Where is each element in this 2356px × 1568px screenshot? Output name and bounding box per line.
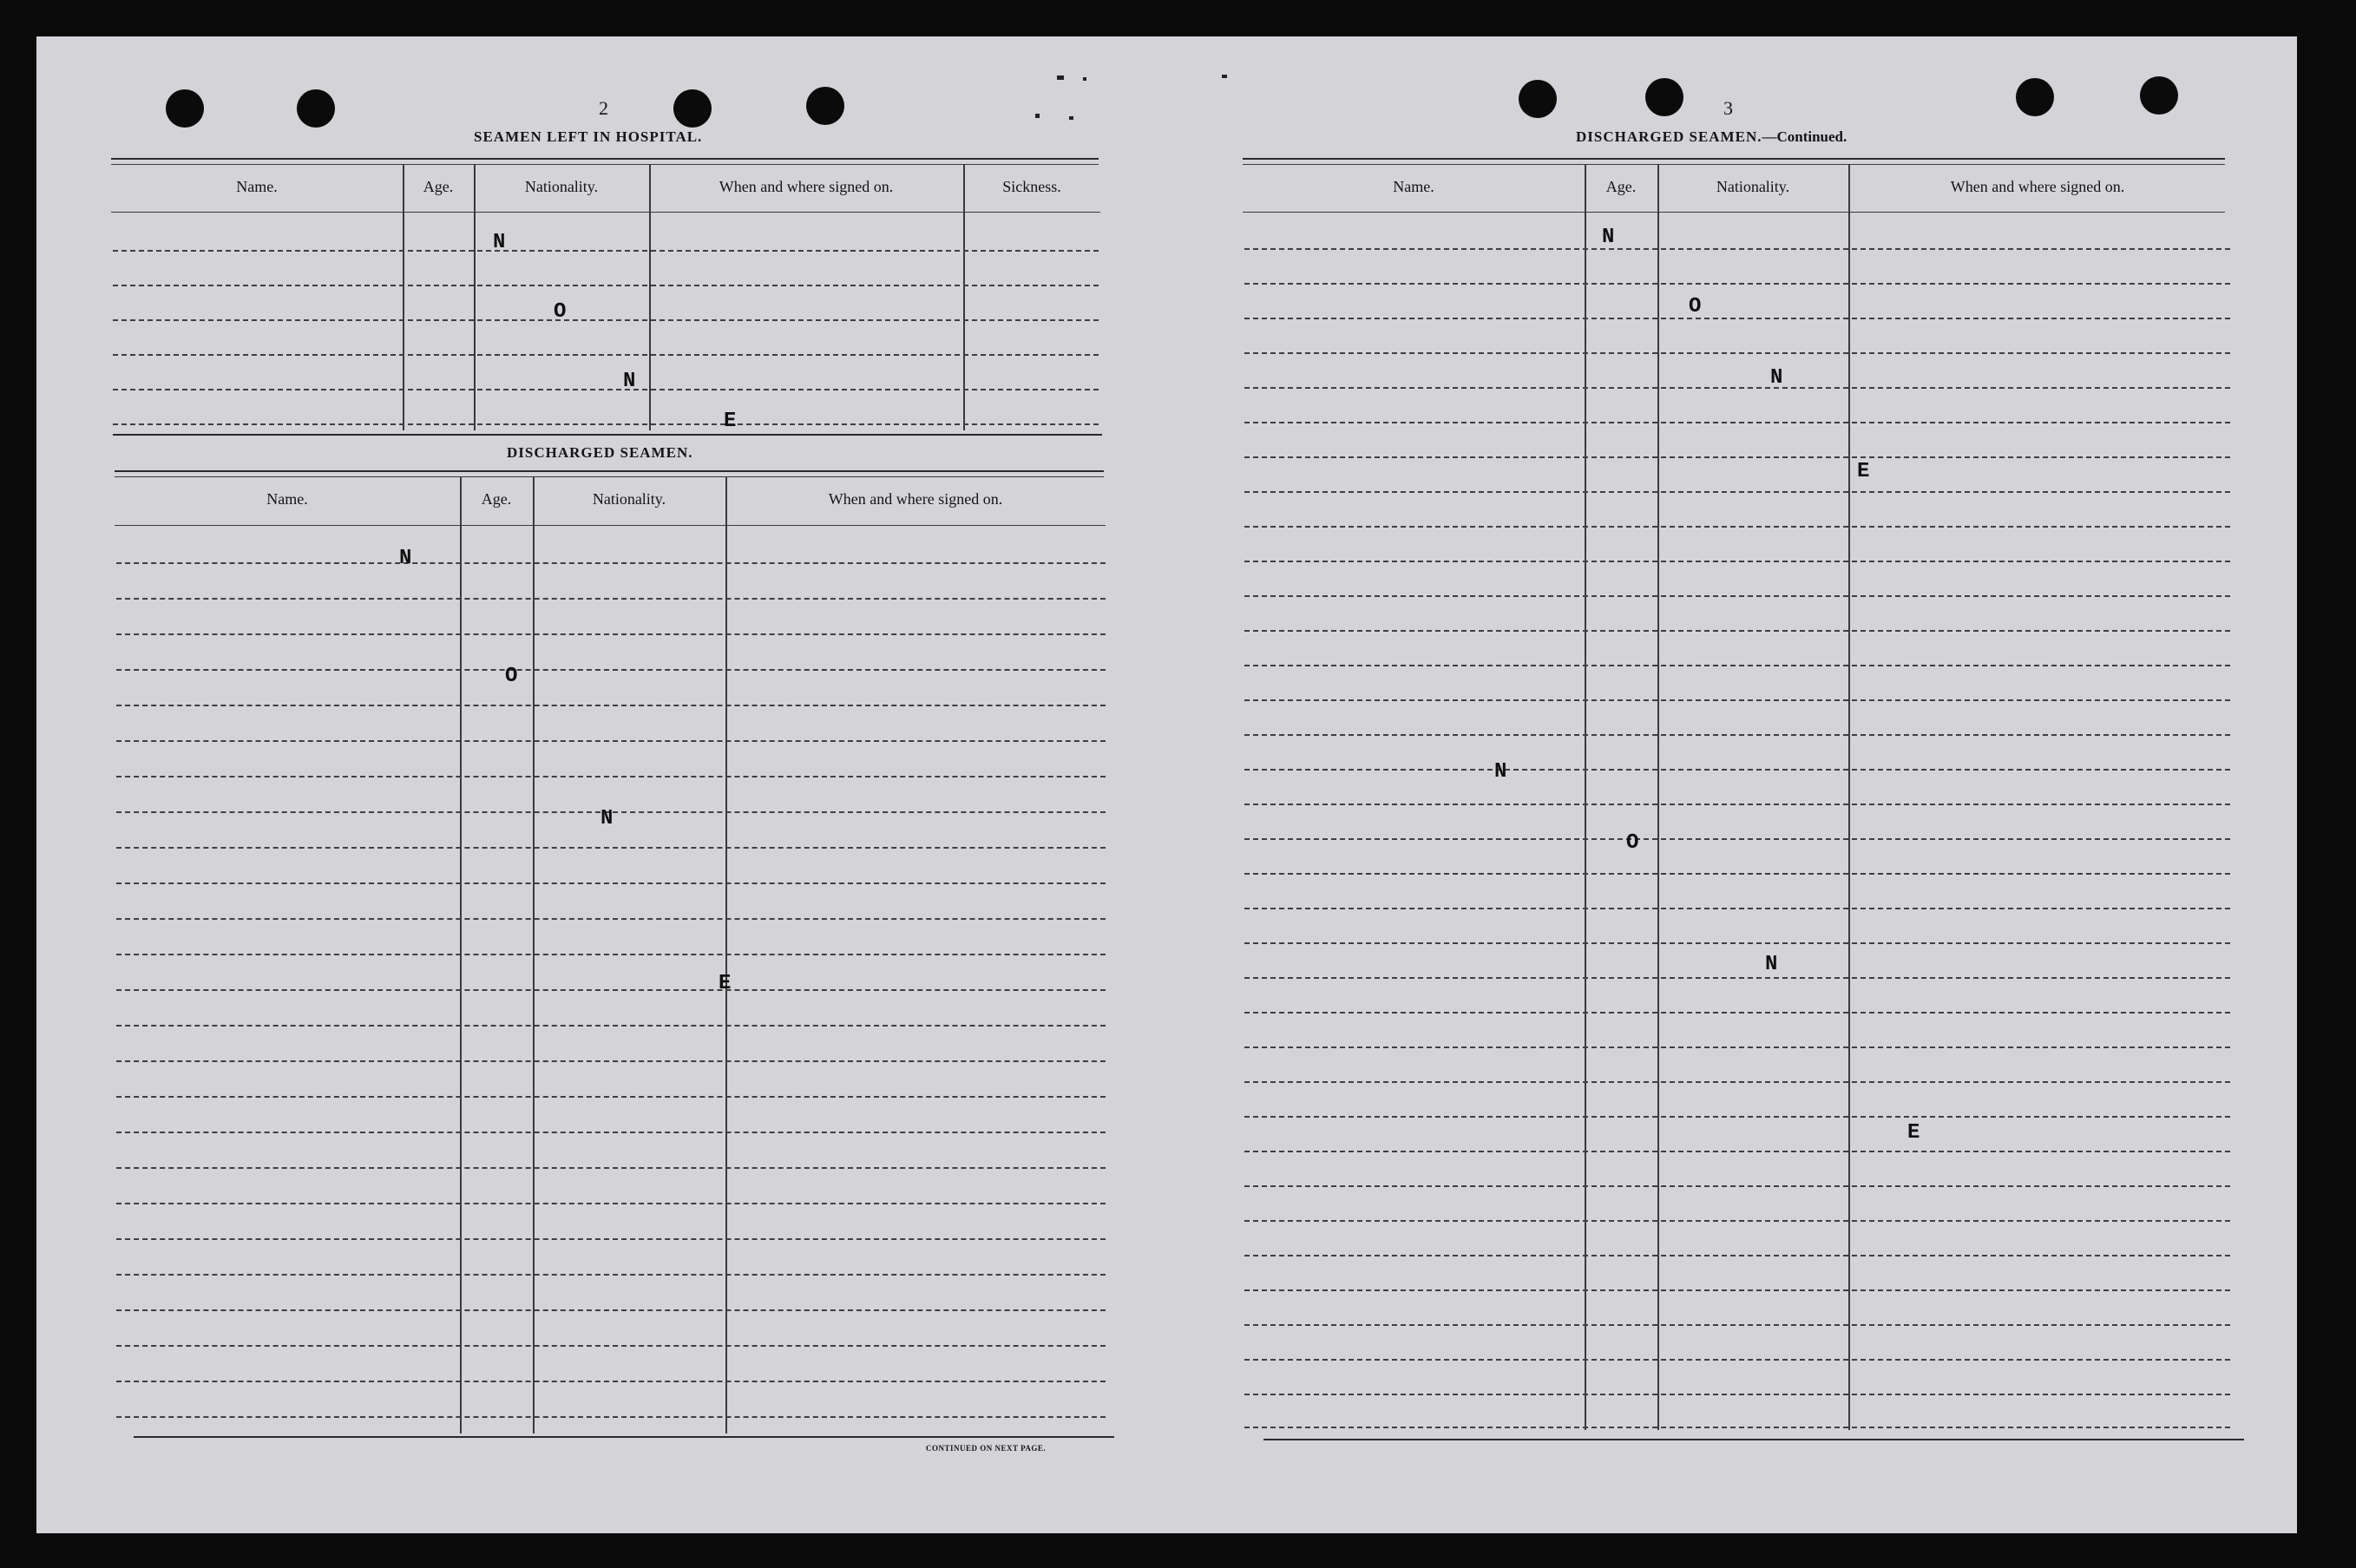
entry-line bbox=[116, 1381, 1106, 1382]
entry-line bbox=[113, 250, 1099, 252]
page-number: 2 bbox=[599, 97, 608, 119]
entry-line bbox=[1244, 1012, 2230, 1014]
entry-line bbox=[1244, 1394, 2230, 1395]
entry-line bbox=[116, 1132, 1106, 1133]
none-stamp-letter: E bbox=[724, 410, 737, 433]
entry-line bbox=[116, 1238, 1106, 1240]
punch-hole bbox=[1645, 78, 1683, 116]
none-stamp-letter: N bbox=[1602, 226, 1615, 249]
entry-line bbox=[1244, 352, 2230, 354]
none-stamp-letter: N bbox=[600, 807, 614, 830]
right-header-rule bbox=[1243, 212, 2225, 213]
discharged-table-bottom-rule bbox=[134, 1436, 1114, 1438]
entry-line bbox=[113, 285, 1099, 286]
column-header-nationality: Nationality. bbox=[1716, 178, 1790, 195]
none-stamp-letter: O bbox=[1626, 831, 1639, 855]
entry-line bbox=[116, 882, 1106, 884]
column-header-name: Name. bbox=[236, 178, 278, 195]
ink-speck bbox=[1083, 77, 1086, 81]
punch-hole bbox=[2140, 76, 2178, 115]
column-divider bbox=[403, 165, 404, 430]
column-divider bbox=[533, 477, 535, 1434]
entry-line bbox=[116, 847, 1106, 849]
right-table-top-rule bbox=[1243, 164, 2225, 165]
hospital-section-title: SEAMEN LEFT IN HOSPITAL. bbox=[474, 128, 703, 145]
column-header-signed-on: When and where signed on. bbox=[1950, 178, 2125, 195]
entry-line bbox=[1244, 665, 2230, 666]
entry-line bbox=[116, 989, 1106, 991]
entry-line bbox=[116, 1096, 1106, 1098]
column-header-sickness: Sickness. bbox=[1002, 178, 1061, 195]
entry-line bbox=[1244, 422, 2230, 423]
hospital-table-top-rule bbox=[111, 158, 1099, 160]
entry-line bbox=[1244, 318, 2230, 319]
entry-line bbox=[1244, 561, 2230, 562]
punch-hole bbox=[673, 89, 712, 128]
column-header-name: Name. bbox=[266, 490, 308, 508]
entry-line bbox=[1244, 734, 2230, 736]
discharged-table-top-rule bbox=[115, 470, 1104, 472]
entry-line bbox=[116, 1025, 1106, 1027]
discharged-continued-title bbox=[1576, 128, 1847, 146]
entry-line bbox=[116, 1167, 1106, 1169]
entry-line bbox=[1244, 595, 2230, 597]
section-title-suffix: —Continued. bbox=[1762, 128, 1847, 145]
entry-line bbox=[1244, 804, 2230, 805]
ink-speck bbox=[1057, 75, 1064, 80]
none-stamp-letter: N bbox=[623, 370, 636, 393]
none-stamp-letter: N bbox=[1770, 366, 1783, 390]
ink-speck bbox=[1035, 114, 1040, 118]
punch-hole bbox=[2016, 78, 2054, 116]
right-table-top-rule bbox=[1243, 158, 2225, 160]
right-table-bottom-rule bbox=[1263, 1439, 2244, 1440]
entry-line bbox=[116, 954, 1106, 955]
entry-line bbox=[1244, 873, 2230, 875]
none-stamp-letter: O bbox=[505, 665, 518, 688]
entry-line bbox=[116, 598, 1106, 600]
hospital-table-top-rule bbox=[111, 164, 1099, 165]
none-stamp-letter: O bbox=[1689, 295, 1702, 318]
column-divider bbox=[649, 165, 651, 430]
entry-line bbox=[1244, 977, 2230, 979]
entry-line bbox=[113, 389, 1099, 390]
entry-line bbox=[113, 319, 1099, 321]
none-stamp-letter: E bbox=[719, 972, 732, 995]
entry-line bbox=[116, 1274, 1106, 1276]
column-header-name: Name. bbox=[1393, 178, 1434, 195]
entry-line bbox=[1244, 942, 2230, 944]
column-header-age: Age. bbox=[481, 490, 512, 508]
entry-line bbox=[1244, 630, 2230, 632]
column-divider bbox=[963, 165, 965, 430]
column-divider bbox=[474, 165, 476, 430]
entry-line bbox=[1244, 908, 2230, 909]
ink-speck bbox=[1222, 75, 1227, 78]
discharged-table-top-rule bbox=[115, 476, 1104, 477]
entry-line bbox=[1244, 248, 2230, 250]
discharged-section-title: DISCHARGED SEAMEN. bbox=[507, 444, 693, 461]
entry-line bbox=[116, 776, 1106, 777]
entry-line bbox=[1244, 1116, 2230, 1118]
column-header-nationality: Nationality. bbox=[524, 178, 599, 195]
entry-line bbox=[1244, 491, 2230, 493]
entry-line bbox=[116, 1309, 1106, 1311]
section-title-text: DISCHARGED SEAMEN. bbox=[1576, 128, 1762, 145]
column-header-age: Age. bbox=[423, 178, 454, 195]
none-stamp-letter: O bbox=[554, 300, 567, 324]
column-header-nationality: Nationality. bbox=[592, 490, 666, 508]
column-divider bbox=[1657, 165, 1659, 1430]
entry-line bbox=[1244, 1081, 2230, 1083]
column-header-signed-on: When and where signed on. bbox=[828, 490, 1003, 508]
hospital-table-bottom-rule bbox=[113, 434, 1102, 436]
column-divider bbox=[1585, 165, 1586, 1430]
entry-line bbox=[1244, 1427, 2230, 1428]
entry-line bbox=[116, 562, 1106, 564]
entry-line bbox=[1244, 387, 2230, 389]
none-stamp-letter: E bbox=[1857, 460, 1870, 483]
punch-hole bbox=[297, 89, 335, 128]
entry-line bbox=[1244, 1255, 2230, 1256]
entry-line bbox=[116, 633, 1106, 635]
entry-line bbox=[116, 1416, 1106, 1418]
ink-speck bbox=[1069, 116, 1073, 120]
entry-line bbox=[116, 1060, 1106, 1062]
entry-line bbox=[116, 1345, 1106, 1347]
entry-line bbox=[1244, 1359, 2230, 1361]
column-header-age: Age. bbox=[1605, 178, 1637, 195]
entry-line bbox=[116, 705, 1106, 706]
hospital-header-rule bbox=[111, 212, 1100, 213]
column-divider bbox=[460, 477, 462, 1434]
entry-line bbox=[1244, 1185, 2230, 1187]
column-header-signed-on: When and where signed on. bbox=[719, 178, 894, 195]
column-divider bbox=[1848, 165, 1850, 1430]
entry-line bbox=[1244, 456, 2230, 458]
punch-hole bbox=[166, 89, 204, 128]
entry-line bbox=[113, 423, 1099, 425]
entry-line bbox=[1244, 526, 2230, 528]
punch-hole bbox=[1519, 80, 1557, 118]
discharged-header-rule bbox=[115, 525, 1106, 526]
none-stamp-letter: N bbox=[493, 231, 506, 254]
none-stamp-letter: E bbox=[1907, 1121, 1920, 1145]
column-divider bbox=[725, 477, 727, 1434]
none-stamp-letter: N bbox=[1494, 760, 1507, 784]
entry-line bbox=[116, 740, 1106, 742]
none-stamp-letter: N bbox=[399, 547, 412, 570]
entry-line bbox=[1244, 699, 2230, 701]
entry-line bbox=[116, 918, 1106, 920]
page-number: 3 bbox=[1723, 97, 1733, 119]
continued-footer: CONTINUED ON NEXT PAGE. bbox=[926, 1444, 1047, 1453]
entry-line bbox=[1244, 838, 2230, 840]
entry-line bbox=[1244, 1324, 2230, 1326]
entry-line bbox=[1244, 283, 2230, 285]
entry-line bbox=[1244, 1220, 2230, 1222]
none-stamp-letter: N bbox=[1765, 953, 1778, 976]
entry-line bbox=[113, 354, 1099, 356]
entry-line bbox=[1244, 1046, 2230, 1048]
entry-line bbox=[116, 1203, 1106, 1204]
entry-line bbox=[1244, 1289, 2230, 1291]
entry-line bbox=[1244, 769, 2230, 771]
entry-line bbox=[1244, 1151, 2230, 1152]
entry-line bbox=[116, 669, 1106, 671]
punch-hole bbox=[806, 87, 844, 125]
